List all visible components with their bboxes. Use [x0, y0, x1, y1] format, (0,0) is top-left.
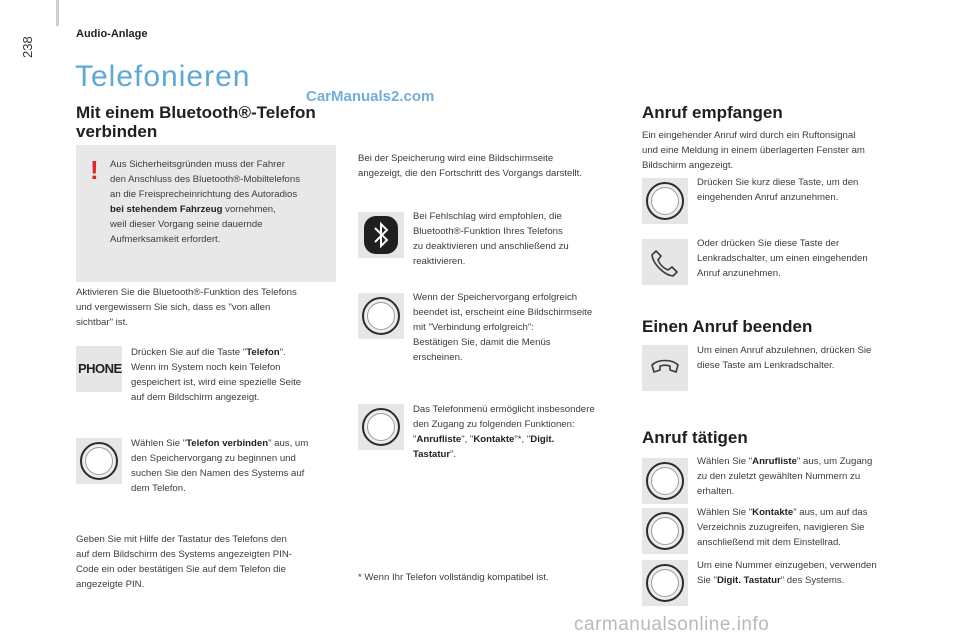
success-text: Wenn der Speichervorgang erfolgreich beendet ist, erscheint eine Bildschirmseite mit "Verbindung erfolgreich": Bestätigen Sie, damit die Menüs erscheinen. — [413, 292, 593, 363]
safety-warning-box — [76, 145, 336, 282]
heading-line: Mit einem Bluetooth®-Telefon — [76, 103, 316, 122]
make-call-heading: Anruf tätigen — [642, 428, 748, 447]
receive-call-heading: Anruf empfangen — [642, 103, 783, 122]
section-header: Audio-Anlage — [76, 28, 148, 40]
warning-icon: ! — [90, 155, 99, 185]
bluetooth-icon — [358, 212, 404, 258]
dial-knob[interactable] — [358, 293, 404, 339]
keypad-text: Um eine Nummer einzugeben, verwenden Sie "Digit. Tastatur" des Systems. — [697, 560, 877, 586]
page-number: 238 — [20, 36, 35, 58]
dial-knob[interactable] — [642, 458, 688, 504]
watermark-bottom: carmanualsonline.info — [574, 614, 770, 635]
dial-knob-icon — [362, 297, 400, 335]
press-phone-text: Drücken Sie auf die Taste "Telefon". Wenn im System noch kein Telefon gespeichert ist, wird eine spezielle Seite auf dem Bildschirm angezeigt. — [131, 347, 302, 403]
select-connect-text: Wählen Sie "Telefon verbinden" aus, um den Speichervorgang zu beginnen und suchen Sie den Namen des Systems auf dem Telefon. — [131, 438, 309, 494]
dial-knob-icon — [646, 462, 684, 500]
bluetooth-button[interactable] — [358, 212, 404, 258]
steering-call-button[interactable] — [642, 239, 688, 285]
end-call-heading: Einen Anruf beenden — [642, 317, 813, 336]
saving-text: Bei der Speicherung wird eine Bildschirmseite angezeigt, die den Fortschritt des Vorgangs darstellt. — [358, 153, 582, 179]
end-call-text: Um einen Anruf abzulehnen, drücken Sie diese Taste am Lenkradschalter. — [697, 345, 872, 371]
fail-text: Bei Fehlschlag wird empfohlen, die Bluetooth®-Funktion Ihres Telefons zu deaktivieren und anschließend zu reaktivieren. — [413, 211, 569, 267]
dial-knob-icon — [362, 408, 400, 446]
heading-line: verbinden — [76, 122, 158, 141]
margin-rule — [56, 0, 59, 26]
bluetooth-connect-heading — [76, 103, 346, 141]
footnote: * Wenn Ihr Telefon vollständig kompatibel ist. — [358, 572, 549, 583]
activate-bluetooth-text: Aktivieren Sie die Bluetooth®-Funktion des Telefons und vergewissern Sie sich, dass es "von allen sichtbar" ist. — [76, 287, 297, 328]
phone-button[interactable] — [76, 346, 122, 392]
steering-hangup-button[interactable] — [642, 345, 688, 391]
dial-knob-icon — [646, 564, 684, 602]
phone-handset-icon — [642, 239, 688, 285]
watermark-top: CarManuals2.com — [306, 88, 435, 105]
call-log-text: Wählen Sie "Anrufliste" aus, um Zugang zu den zuletzt gewählten Nummern zu erhalten. — [697, 456, 873, 497]
hangup-icon — [642, 345, 688, 391]
contacts-text: Wählen Sie "Kontakte" aus, um auf das Verzeichnis zuzugreifen, navigieren Sie anschließend mit dem Einstellrad. — [697, 507, 868, 548]
pin-text: Geben Sie mit Hilfe der Tastatur des Telefons den auf dem Bildschirm des Systems angezeigten PIN- Code ein oder bestätigen Sie auf dem Telefon die angezeigte PIN. — [76, 534, 292, 590]
dial-knob-icon — [80, 442, 118, 480]
phone-button-label: PHONE — [78, 361, 122, 376]
page-title: Telefonieren — [75, 60, 251, 93]
dial-knob[interactable] — [642, 560, 688, 606]
warning-text: Aus Sicherheitsgründen muss der Fahrer den Anschluss des Bluetooth®-Mobiltelefons an die Freisprecheinrichtung des Autoradios bei stehendem Fahrzeug vornehmen, weil dieser Vorgang seine dauernde Aufmerksamkeit erfordert. — [110, 159, 300, 245]
dial-knob[interactable] — [358, 404, 404, 450]
dial-knob[interactable] — [76, 438, 122, 484]
dial-knob[interactable] — [642, 178, 688, 224]
dial-knob-icon — [646, 182, 684, 220]
dial-knob[interactable] — [642, 508, 688, 554]
phone-menu-text: Das Telefonmenü ermöglicht insbesondere den Zugang zu folgenden Funktionen: "Anrufliste", "Kontakte"*, "Digit. Tastatur". — [413, 404, 595, 460]
receive-wheel-text: Oder drücken Sie diese Taste der Lenkradschalter, um einen eingehenden Anruf anzunehmen. — [697, 238, 868, 279]
dial-knob-icon — [646, 512, 684, 550]
receive-press-text: Drücken Sie kurz diese Taste, um den eingehenden Anruf anzunehmen. — [697, 177, 859, 203]
receive-intro-text: Ein eingehender Anruf wird durch ein Ruftonsignal und eine Meldung in einem überlagerten Fenster am Bildschirm angezeigt. — [642, 130, 865, 171]
